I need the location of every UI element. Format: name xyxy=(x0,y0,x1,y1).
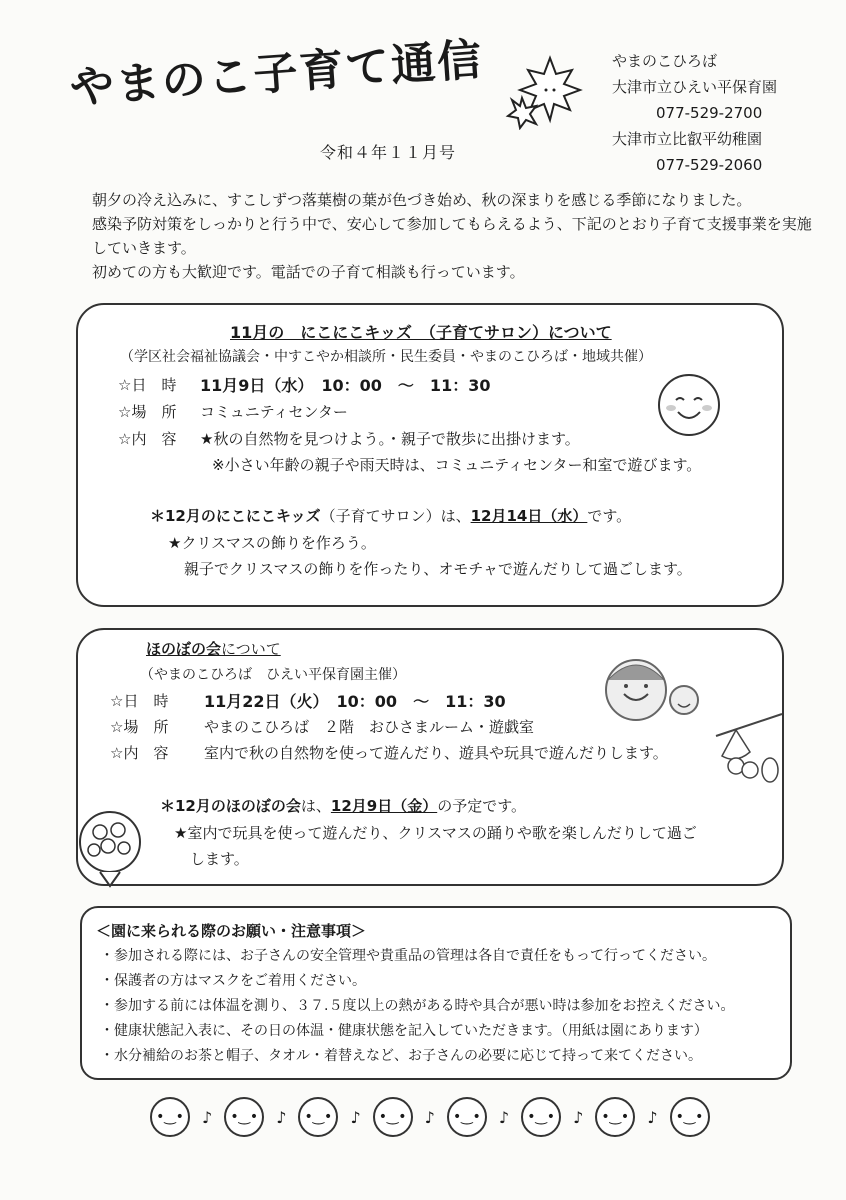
animal-face-icon: •‿• xyxy=(670,1097,710,1137)
notice-heading: ＜園に来られる際のお願い・注意事項＞ xyxy=(96,922,367,940)
honobono-place-label: ☆場 所 xyxy=(110,718,169,736)
salon-date-label: ☆日 時 xyxy=(118,376,177,394)
music-note-icon: ♪ xyxy=(647,1107,658,1127)
salon-content-label: ☆内 容 xyxy=(118,430,177,448)
honobono-dec-suffix: の予定です。 xyxy=(437,797,527,815)
salon-date-value: 11月9日（水） 10：00 ～ 11：30 xyxy=(200,376,491,395)
salon-sponsors: （学区社会福祉協議会・中すこやか相談所・民生委員・やまのこひろば・地域共催） xyxy=(120,349,652,365)
salon-december-line xyxy=(150,505,631,526)
honobono-content-value: 室内で秋の自然物を使って遊んだり、遊具や玩具で遊んだりします。 xyxy=(204,744,668,762)
salon-place-label: ☆場 所 xyxy=(118,403,177,421)
honobono-dec-mid: は、 xyxy=(300,797,331,815)
school-name-2: 大津市立比叡平幼稚園 xyxy=(612,130,763,148)
intro-paragraph-1: 朝夕の冷え込みに、すこしずつ落葉樹の葉が色づき始め、秋の深まりを感じる季節になりました。 xyxy=(92,191,752,209)
intro-paragraph-3: 初めての方も大歓迎です。電話での子育て相談も行っています。 xyxy=(92,263,525,281)
animal-face-icon: •‿• xyxy=(298,1097,338,1137)
honobono-dec-item-2: します。 xyxy=(190,850,249,868)
salon-content-note: ※小さい年齢の親子や雨天時は、コミュニティセンター和室で遊びます。 xyxy=(212,456,702,474)
org-name: やまのこひろば xyxy=(612,52,718,70)
honobono-date-label: ☆日 時 xyxy=(110,692,169,710)
salon-dec-mid: （子育てサロン）は、 xyxy=(320,507,471,525)
ginkgo-branch-icon xyxy=(706,706,786,796)
salon-dec-suffix: です。 xyxy=(587,507,632,525)
intro-paragraph-2: 感染予防対策をしっかりと行う中で、安心して参加してもらえるよう、下記のとおり子育て支援事業を実施していきます。 xyxy=(92,215,812,257)
smiley-face-icon xyxy=(656,372,722,438)
salon-dec-prefix: ＊12月のにこにこキッズ xyxy=(150,507,321,525)
honobono-host: （やまのこひろば ひえい平保育園主催） xyxy=(140,667,406,683)
notice-item: ・保護者の方はマスクをご着用ください。 xyxy=(100,973,366,989)
salon-place-value: コミュニティセンター xyxy=(200,403,348,421)
honobono-heading-bold: ほのぼの会 xyxy=(146,640,222,658)
honobono-dec-date: 12月9日（金） xyxy=(330,797,438,815)
notice-item: ・健康状態記入表に、その日の体温・健康状態を記入していただきます。（用紙は園にあります） xyxy=(100,1023,708,1039)
music-note-icon: ♪ xyxy=(424,1107,435,1127)
maple-leaf-icon xyxy=(500,50,590,130)
music-note-icon: ♪ xyxy=(573,1107,584,1127)
intro-text xyxy=(92,188,812,284)
school-name-1: 大津市立ひえい平保育園 xyxy=(612,78,778,96)
music-note-icon: ♪ xyxy=(498,1107,510,1127)
animal-face-icon: •‿• xyxy=(447,1097,487,1137)
honobono-date-value: 11月22日（火） 10：00 ～ 11：30 xyxy=(204,692,506,711)
honobono-dec-item-1: ★室内で玩具を使って遊んだり、クリスマスの踊りや歌を楽しんだりして過ご xyxy=(174,824,697,842)
phone-1: 077-529-2700 xyxy=(656,104,763,122)
newsletter-title: やまのこ子育て通信 xyxy=(68,34,485,115)
salon-dec-item: ★クリスマスの飾りを作ろう。 xyxy=(168,534,376,552)
honobono-heading xyxy=(146,638,281,659)
animal-face-icon: •‿• xyxy=(595,1097,635,1137)
animal-face-icon: •‿• xyxy=(521,1097,561,1137)
honobono-december-line xyxy=(160,795,526,816)
phone-2: 077-529-2060 xyxy=(656,156,763,174)
contact-block xyxy=(612,48,777,178)
notice-list xyxy=(100,944,734,1069)
issue-date: 令和４年１１月号 xyxy=(320,143,457,162)
animal-faces-strip xyxy=(150,1092,710,1142)
honobono-dec-prefix: ＊12月のほのぼの会 xyxy=(160,797,301,815)
children-faces-icon xyxy=(596,650,706,730)
music-note-icon: ♪ xyxy=(202,1107,213,1127)
flower-bouquet-icon xyxy=(70,806,150,890)
notice-item: ・水分補給のお茶と帽子、タオル・着替えなど、お子さんの必要に応じて持って来てください。 xyxy=(100,1048,702,1064)
salon-content-value: ★秋の自然物を見つけよう。・親子で散歩に出掛けます。 xyxy=(200,430,580,448)
animal-face-icon: •‿• xyxy=(224,1097,264,1137)
notice-item: ・参加される際には、お子さんの安全管理や貴重品の管理は各自で責任をもって行ってください。 xyxy=(100,948,716,964)
animal-face-icon: •‿• xyxy=(373,1097,413,1137)
salon-dec-detail: 親子でクリスマスの飾りを作ったり、オモチャで遊んだりして過ごします。 xyxy=(184,560,692,578)
salon-heading: 11月の にこにこキッズ （子育てサロン）について xyxy=(230,323,612,342)
honobono-heading-rest: について xyxy=(221,640,281,658)
music-note-icon: ♪ xyxy=(276,1107,287,1127)
music-note-icon: ♪ xyxy=(350,1107,361,1127)
salon-dec-date: 12月14日（水） xyxy=(470,507,588,525)
notice-item: ・参加する前には体温を測り、３７.５度以上の熱がある時や具合が悪い時は参加をお控えください。 xyxy=(100,998,735,1014)
honobono-place-value: やまのこひろば ２階 おひさまルーム・遊戯室 xyxy=(204,718,535,736)
animal-face-icon: •‿• xyxy=(150,1097,190,1137)
honobono-content-label: ☆内 容 xyxy=(110,744,169,762)
